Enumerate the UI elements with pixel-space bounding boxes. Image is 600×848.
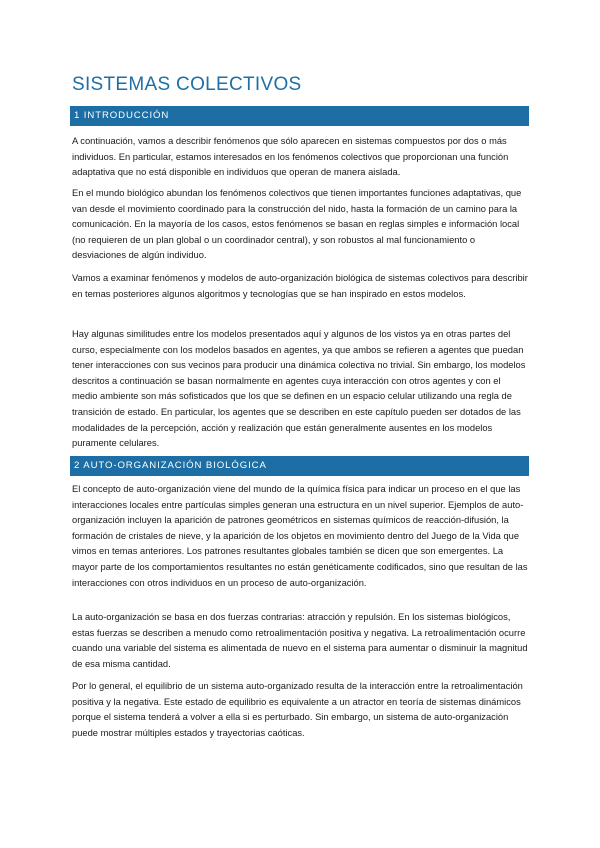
paragraph: En el mundo biológico abundan los fenómenos colectivos que tienen importantes funciones adaptativas, que van desde el movimiento coordinado para la construcción del nido, hasta la formación de un camino para la comunicación. En la mayoría de los casos, estos fenómenos se basan en reglas simples e información local (no requieren de un plan global o un coordinador central), y son robustos al mal funcionamiento o desviaciones de algún individuo. — [72, 188, 522, 261]
paragraph: Vamos a examinar fenómenos y modelos de auto-organización biológica de sistemas colectivos para describir en temas posteriores algunos algoritmos y tecnologías que se han inspirado en estos modelos. — [72, 273, 528, 299]
section-heading-auto-organizacion: 2 AUTO-ORGANIZACIÓN BIOLÓGICA — [70, 456, 529, 476]
paragraph: Por lo general, el equilibrio de un sistema auto-organizado resulta de la interacción entre la retroalimentación positiva y la negativa. Este estado de equilibrio es equivalente a un atractor en teoría de sistemas dinámicos porque el sistema tenderá a volver a ella si es perturbado. Sin embargo, un sistema de auto-organización puede mostrar múltiples estados y trayectorias caóticas. — [72, 681, 523, 738]
section-heading-introduccion: 1 INTRODUCCIÓN — [70, 106, 529, 126]
paragraph: La auto-organización se basa en dos fuerzas contrarias: atracción y repulsión. En los sistemas biológicos, estas fuerzas se describen a menudo como retroalimentación positiva y negativa. La retroalimentación ocurre cuando una variable del sistema es alimentada de nuevo en el sistema para aumentar o disminuir la magnitud de esa misma cantidad. — [72, 612, 528, 669]
paragraph: Hay algunas similitudes entre los modelos presentados aquí y algunos de los vistos ya en otras partes del curso, especialmente con los modelos basados en agentes, ya que ambos se refieren a agentes que puedan tener interacciones con sus vecinos para producir una dinámica colectiva no trivial. Sin embargo, los modelos descritos a continuación se basan normalmente en agentes cuya interacción con otros agentes y con el medio ambiente son más sofisticados que los que se definen en un espacio celular utilizando una regla de transición de estado. En particular, los agentes que se describen en este capítulo pueden ser dotados de las modalidades de la percepción, acción y realización que están generalmente ausentes en los modelos puramente celulares. — [72, 329, 526, 449]
paragraph: El concepto de auto-organización viene del mundo de la química física para indicar un proceso en el que las interacciones locales entre partículas simples generan una estructura en un nivel superior. Ejemplos de auto-organización incluyen la aparición de patrones geométricos en sistemas químicos de reacción-difusión, la formación de cristales de nieve, y la aparición de los objetos en movimiento dentro del Juego de la Vida que vimos en temas anteriores. Los patrones resultantes globales también se dicen que son emergentes. La mayor parte de los comportamientos resultantes no están genéticamente codificados, sino que resultan de las interacciones con otros individuos en un proceso de auto-organización. — [72, 484, 528, 588]
document-title: SISTEMAS COLECTIVOS — [72, 74, 302, 95]
paragraph: A continuación, vamos a describir fenómenos que sólo aparecen en sistemas compuestos por dos o más individuos. En particular, estamos interesados en los fenómenos colectivos que proporcionan una función adaptativa que no está disponible en individuos que operan de manera aislada. — [72, 136, 509, 178]
